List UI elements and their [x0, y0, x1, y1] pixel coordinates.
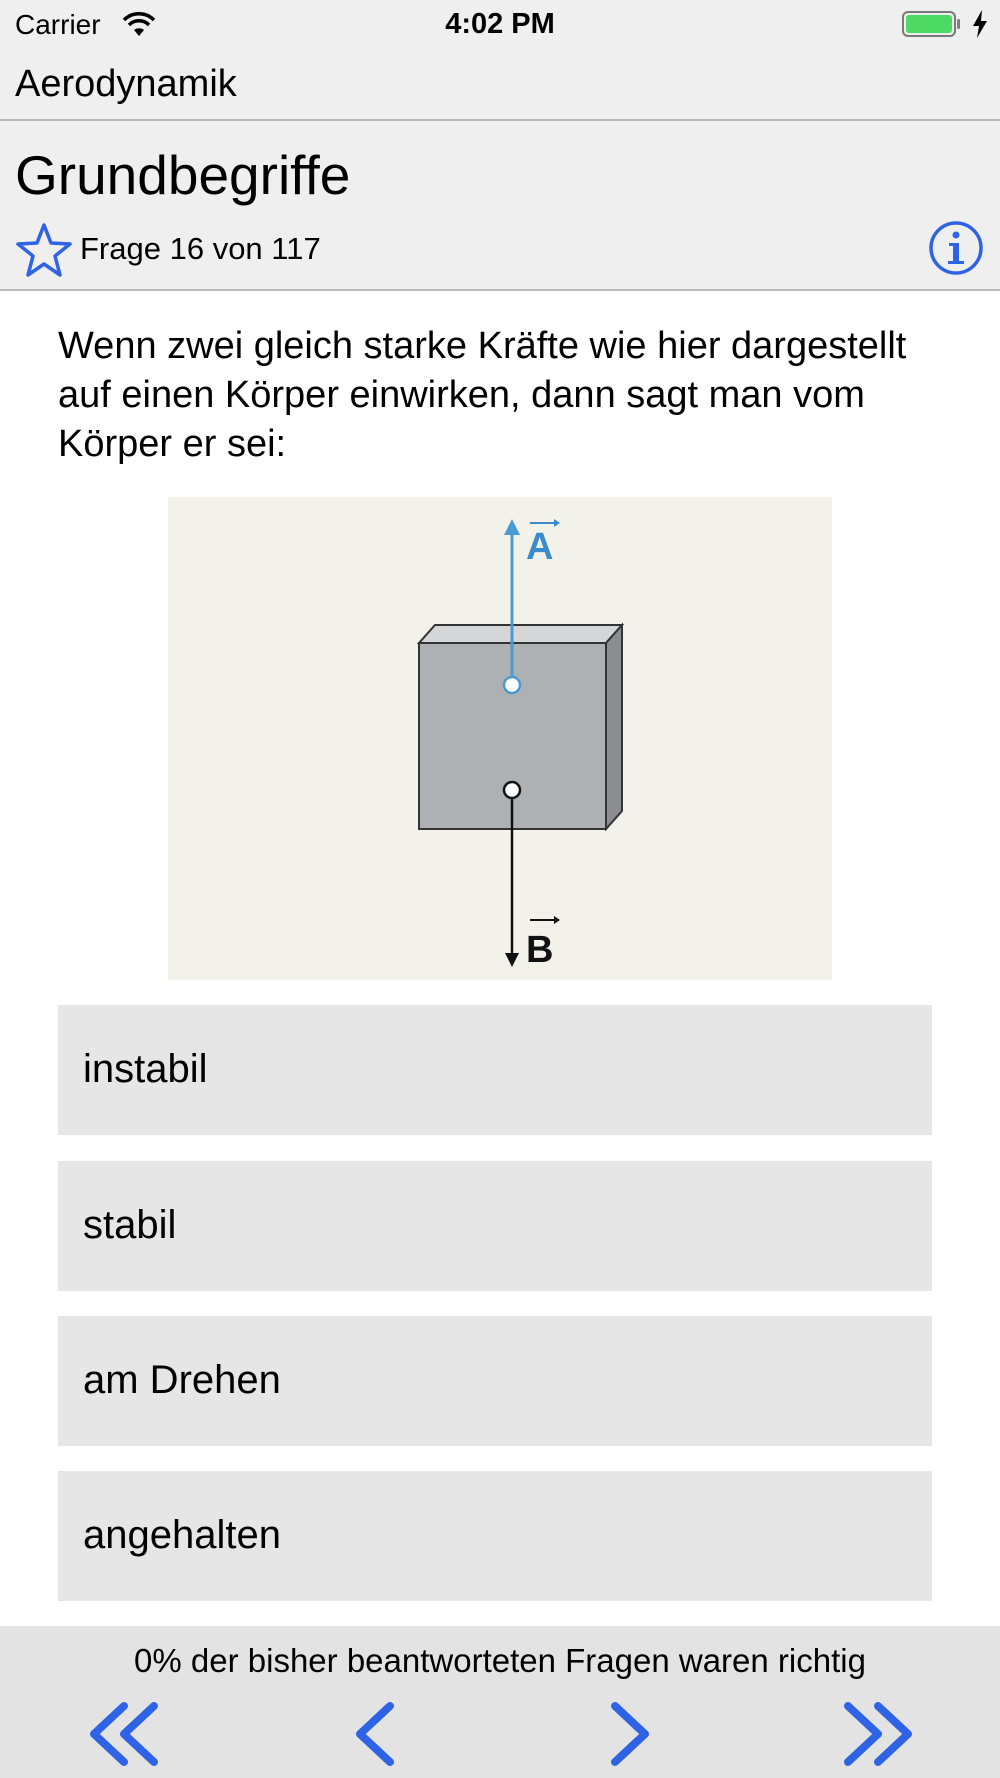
- force-b-label: B: [526, 929, 554, 971]
- star-icon[interactable]: [14, 221, 74, 279]
- footer-toolbar: [0, 1626, 1000, 1778]
- chevron-right-icon[interactable]: [585, 1696, 675, 1772]
- question-text: Wenn zwei gleich starke Kräfte wie hier dargestellt auf einen Körper einwirken, dann sagt man vom Körper er sei:: [58, 325, 907, 465]
- score-text: 0% der bisher beantworteten Fragen waren richtig: [134, 1642, 866, 1679]
- answer-option-2[interactable]: [58, 1161, 932, 1291]
- nav-bar: [0, 50, 1000, 121]
- answer-option-3[interactable]: [58, 1316, 932, 1446]
- answer-label: stabil: [83, 1203, 177, 1247]
- status-bar: [0, 0, 1000, 50]
- info-icon[interactable]: [928, 220, 984, 276]
- answer-option-4[interactable]: [58, 1471, 932, 1601]
- nav-title: Aerodynamik: [15, 63, 237, 105]
- question-counter: Frage 16 von 117: [80, 231, 321, 266]
- page-title: Grundbegriffe: [15, 144, 351, 206]
- answer-option-1[interactable]: [58, 1005, 932, 1135]
- status-time: 4:02 PM: [445, 8, 555, 40]
- answer-label: am Drehen: [83, 1358, 281, 1402]
- answer-label: instabil: [83, 1047, 208, 1091]
- answer-label: angehalten: [83, 1513, 281, 1557]
- carrier-label: Carrier: [15, 9, 101, 40]
- question-figure: [168, 497, 832, 980]
- double-chevron-left-icon[interactable]: [82, 1696, 172, 1772]
- double-chevron-right-icon[interactable]: [830, 1696, 920, 1772]
- cube-shape: [419, 625, 622, 829]
- force-a-label: A: [526, 526, 554, 568]
- battery-icon: [902, 11, 962, 37]
- chevron-left-icon[interactable]: [330, 1696, 420, 1772]
- question-header: [0, 121, 1000, 291]
- charging-icon: [972, 10, 988, 38]
